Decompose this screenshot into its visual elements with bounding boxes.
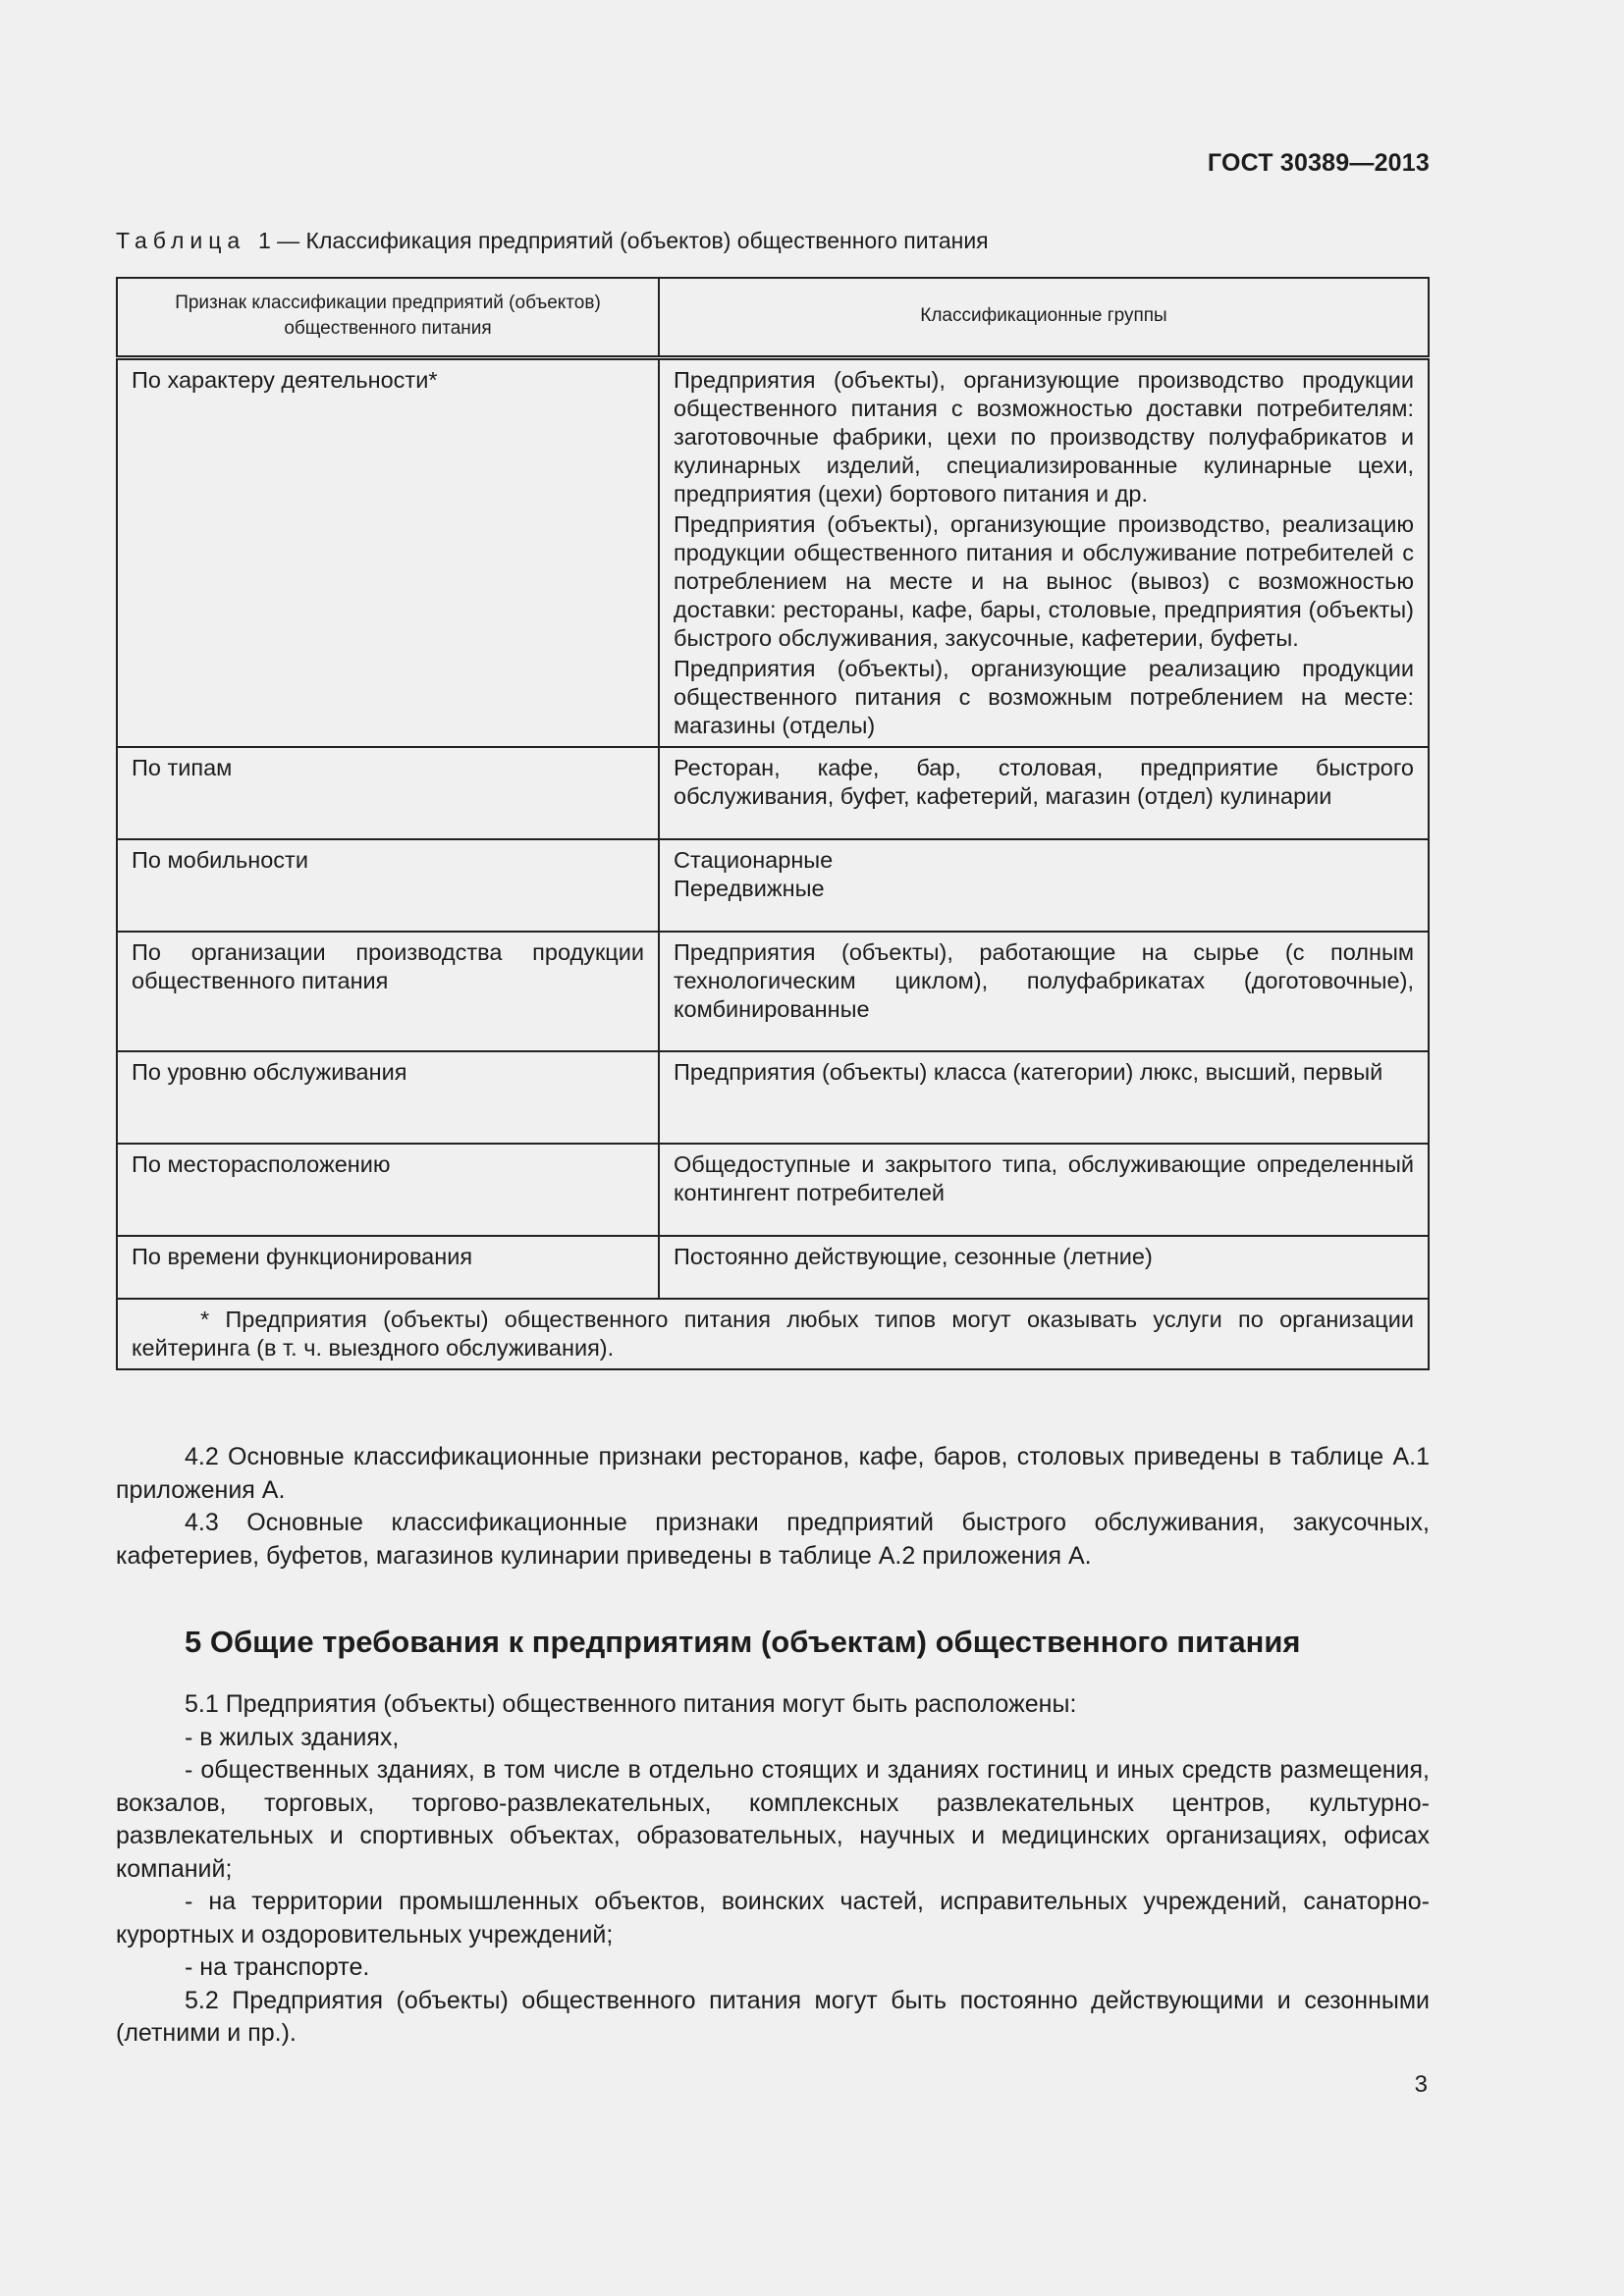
row-groups [659,747,1429,839]
group-text: Предприятия (объекты), работающие на сырье (с полным технологическим циклом), полуфабрикатах (доготовочные), комбинированные [674,939,1414,1022]
section-5-heading: 5 Общие требования к предприятиям (объектам) общественного питания [185,1625,1301,1659]
group-text: Предприятия (объекты), организующие производство продукции общественного питания с возможностью доставки потребителям: заготовочные фабрики, цехи по производству полуфабрикатов и кулинарных изделий, специализированные кулинарные цехи, предприятия (цехи) бортового питания и др. [674,367,1414,507]
document-id: ГОСТ 30389—2013 [1207,149,1430,177]
row-criterion: По типам [117,747,659,839]
row-groups [659,1144,1429,1236]
row-criterion: По месторасположению [117,1144,659,1236]
section5-body [116,1688,1430,2051]
paragraph-5-1: 5.1 Предприятия (объекты) общественного питания могут быть расположены: [185,1690,1077,1718]
row-criterion: По характеру деятельности* [117,358,659,748]
group-text: Предприятия (объекты) класса (категории) люкс, высший, первый [674,1059,1383,1085]
group-text: Передвижные [674,876,825,901]
row-groups [659,932,1429,1051]
table-row [117,1051,1429,1144]
list-item: - на транспорте. [185,1953,370,1981]
row-groups [659,839,1429,932]
footnote-text: * Предприятия (объекты) общественного питания любых типов могут оказывать услуги по организации кейтеринга (в т. ч. выездного обслуживания). [132,1307,1414,1361]
group-text: Ресторан, кафе, бар, столовая, предприятие быстрого обслуживания, буфет, кафетерий, магазин (отдел) кулинарии [674,755,1414,809]
row-groups [659,1051,1429,1144]
paragraph-4-2: 4.2 Основные классификационные признаки ресторанов, кафе, баров, столовых приведены в таблице А.1 приложения А. [116,1443,1430,1504]
section4-paragraphs [116,1441,1430,1573]
paragraph-5-2: 5.2 Предприятия (объекты) общественного питания могут быть постоянно действующими и сезонными (летними и пр.). [116,1986,1430,2047]
row-criterion: По уровню обслуживания [117,1051,659,1144]
table-footnote-row [117,1299,1429,1369]
row-criterion: По организации производства продукции общественного питания [117,932,659,1051]
table-row [117,1144,1429,1236]
group-text: Стационарные [674,847,834,873]
row-criterion: По мобильности [117,839,659,932]
table-row [117,932,1429,1051]
row-groups [659,1236,1429,1299]
table-caption-prefix: Таблица [116,228,246,253]
list-item: - в жилых зданиях, [185,1723,400,1751]
table-row [117,1236,1429,1299]
table-row [117,747,1429,839]
row-criterion: По времени функционирования [117,1236,659,1299]
group-text: Предприятия (объекты), организующие реализацию продукции общественного питания с возможным потреблением на месте: магазины (отделы) [674,656,1414,738]
classification-table [116,277,1430,1370]
header-groups: Классификационные группы [659,278,1429,358]
table-row [117,358,1429,748]
row-groups [659,358,1429,748]
group-text: Постоянно действующие, сезонные (летние) [674,1244,1153,1269]
paragraph-4-3: 4.3 Основные классификационные признаки предприятий быстрого обслуживания, закусочных, кафетериев, буфетов, магазинов кулинарии приведены в таблице А.2 приложения А. [116,1509,1430,1570]
header-criterion: Признак классификации предприятий (объектов) общественного питания [117,278,659,358]
table-header-row [117,278,1429,358]
page-number: 3 [1414,2071,1428,2098]
list-item: - общественных зданиях, в том числе в отдельно стоящих и зданиях гостиниц и иных средств размещения, вокзалов, торговых, торгово-развлекательных, комплексных развлекательных центров, культурно-развлекательных и спортивных объектах, образовательных, научных и медицинских организациях, офисах компаний; [116,1756,1430,1883]
list-item: - на территории промышленных объектов, воинских частей, исправительных учреждений, санаторно-курортных и оздоровительных учреждений; [116,1888,1430,1949]
table-caption-text: 1 — Классификация предприятий (объектов) общественного питания [257,228,989,253]
table-row [117,839,1429,932]
table-caption [116,228,989,254]
table-footnote [117,1299,1429,1369]
group-text: Предприятия (объекты), организующие производство, реализацию продукции общественного питания и обслуживание потребителей с потреблением на месте и на вынос (вывоз) с возможностью доставки: рестораны, кафе, бары, столовые, предприятия (объекты) быстрого обслуживания, закусочные, кафетерии, буфеты. [674,511,1414,651]
group-text: Общедоступные и закрытого типа, обслуживающие определенный контингент потребителей [674,1151,1414,1205]
